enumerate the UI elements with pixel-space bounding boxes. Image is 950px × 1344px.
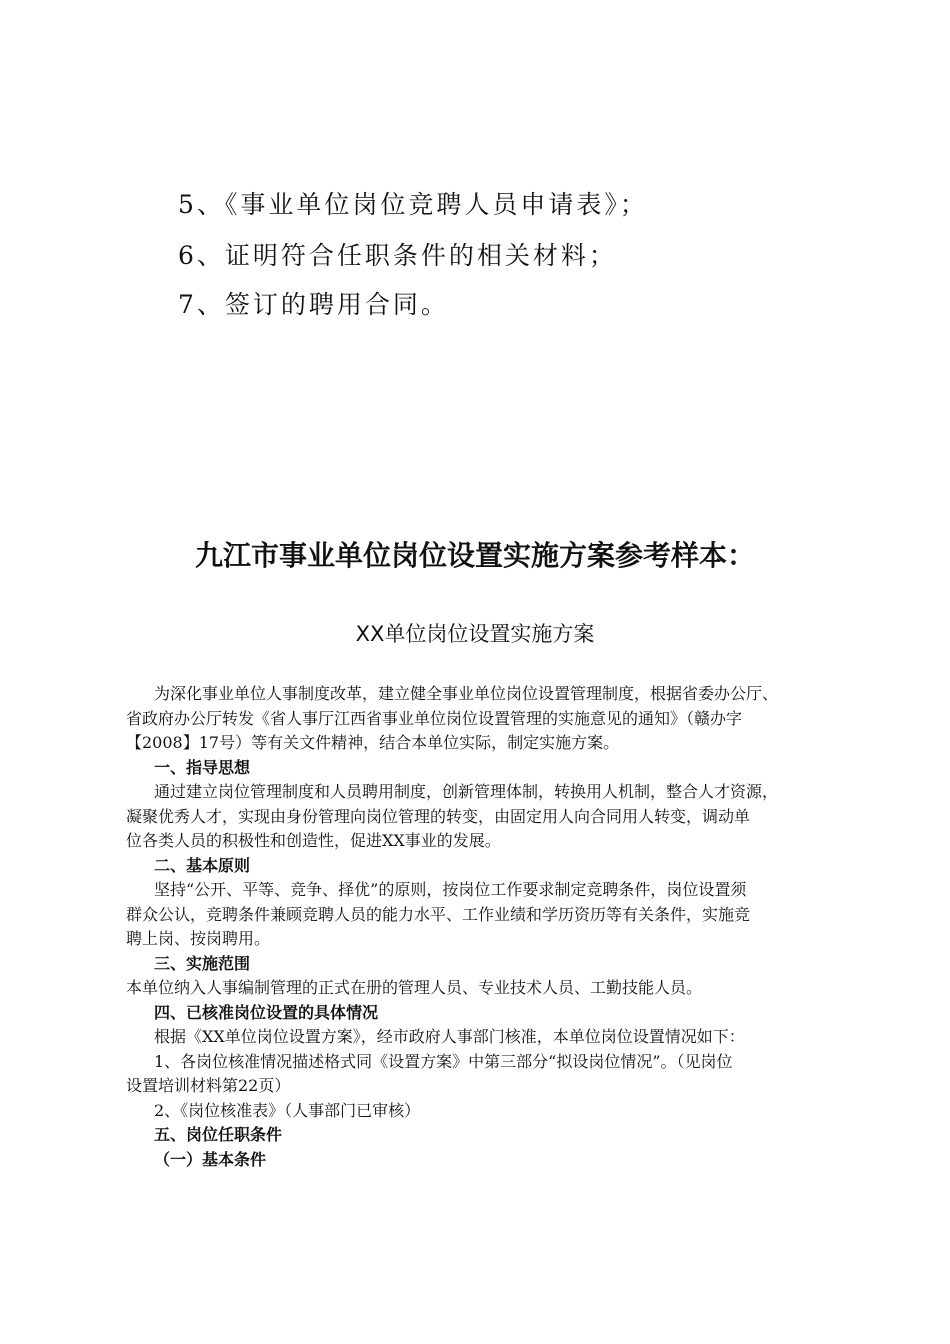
section-heading: 五、岗位任职条件 [154, 1125, 283, 1144]
section-line: 群众公认，竞聘条件兼顾竞聘人员的能力水平、工作业绩和学历资历等有关条件，实施竞 [126, 904, 751, 924]
main-title: 九江市事业单位岗位设置实施方案参考样本： [194, 539, 755, 572]
section-line: 通过建立岗位管理制度和人员聘用制度，创新管理体制，转换用人机制，整合人才资源， [154, 782, 779, 801]
sub-title: XX单位岗位设置实施方案 [355, 622, 595, 646]
section-line: 聘上岗、按岗聘用。 [126, 929, 271, 948]
list-item: 6、证明符合任职条件的相关材料； [178, 241, 617, 270]
section-heading: 二、基本原则 [154, 855, 251, 875]
list-item: 7、签订的聘用合同。 [178, 290, 449, 319]
section-heading: 三、实施范围 [154, 953, 251, 973]
list-item: 5、《事业单位岗位竞聘人员申请表》； [178, 190, 648, 219]
section-line: 坚持“公开、平等、竞争、择优”的原则，按岗位工作要求制定竞聘条件，岗位设置须 [154, 880, 747, 899]
section-line: 凝聚优秀人才，实现由身份管理向岗位管理的转变，由固定用人向合同用人转变，调动单 [126, 806, 751, 826]
section-heading: 一、指导思想 [154, 757, 251, 777]
section-line: 1、各岗位核准情况描述格式同《设置方案》中第三部分“拟设岗位情况”。（见岗位 [154, 1051, 733, 1071]
section-line: 根据《XX单位岗位设置方案》，经市政府人事部门核准，本单位岗位设置情况如下： [154, 1027, 745, 1046]
section-line: 2、《岗位核准表》（人事部门已审核） [154, 1100, 421, 1120]
document-body [126, 682, 826, 1172]
intro-line: 省政府办公厅转发《省人事厅江西省事业单位岗位设置管理的实施意见的通知》（赣办字 [126, 708, 743, 728]
section-line: 本单位纳入人事编制管理的正式在册的管理人员、专业技术人员、工勤技能人员。 [126, 978, 703, 997]
intro-line: 【2008】17号）等有关文件精神，结合本单位实际，制定实施方案。 [126, 733, 620, 752]
intro-line: 为深化事业单位人事制度改革，建立健全事业单位岗位设置管理制度，根据省委办公厅、 [154, 684, 779, 703]
section-heading: 四、已核准岗位设置的具体情况 [154, 1002, 379, 1022]
subsection-heading: （一）基本条件 [154, 1149, 267, 1169]
section-line: 位各类人员的积极性和创造性，促进XX事业的发展。 [126, 831, 501, 850]
section-line: 设置培训材料第22页） [126, 1076, 291, 1095]
